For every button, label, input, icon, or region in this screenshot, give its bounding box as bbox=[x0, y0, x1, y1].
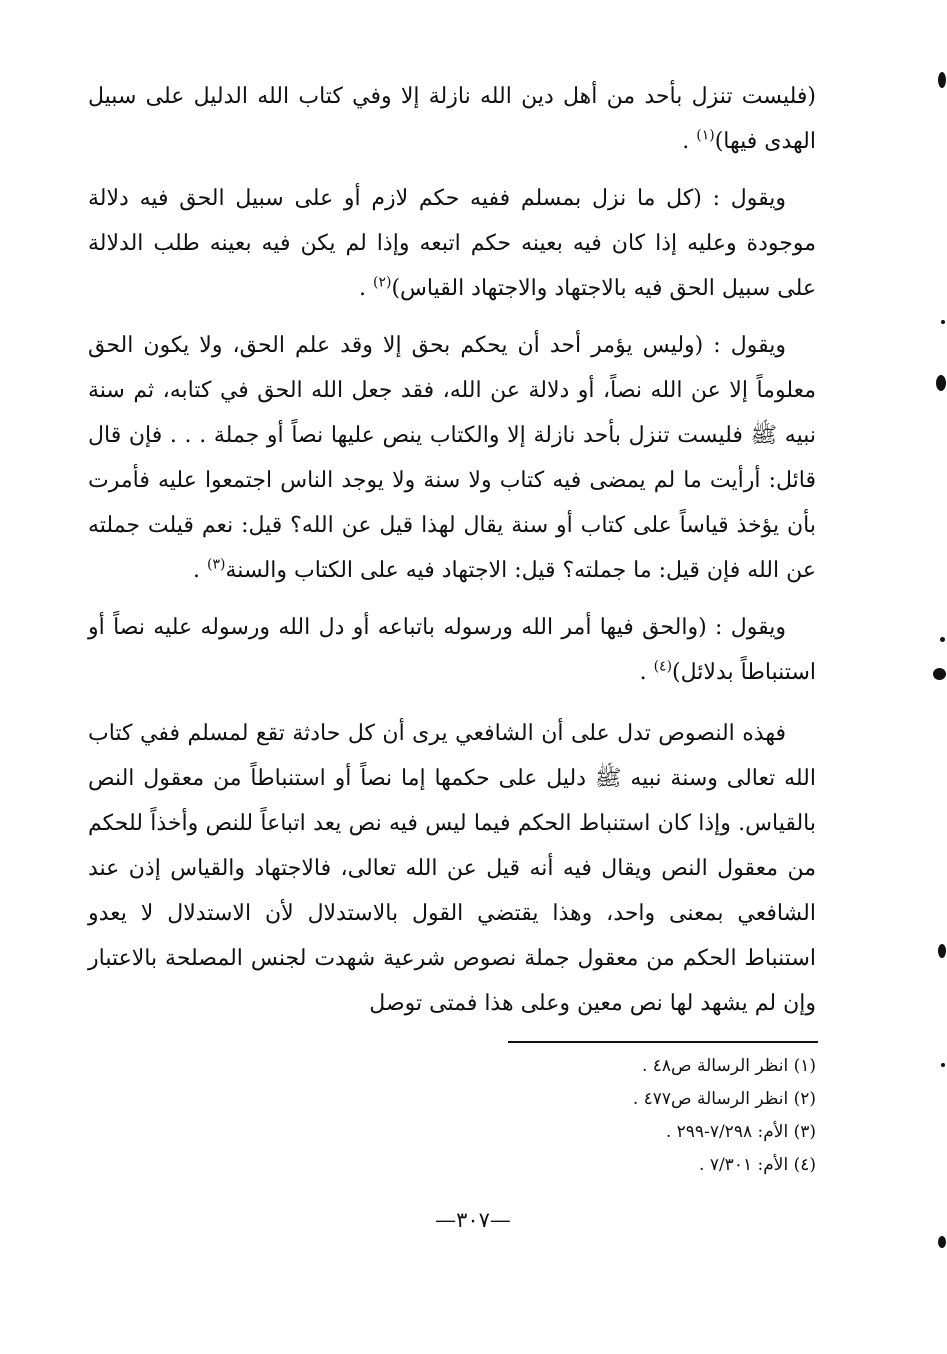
paragraph-3-end: . bbox=[193, 558, 208, 583]
paragraph-2-text: ويقول : (كل ما نزل بمسلم ففيه حكم لازم أو على سبيل الحق فيه دلالة موجودة وعليه إذا كان فيه بعينه حكم اتبعه وإذا لم يكن فيه بعينه طلب الدلالة على سبيل الحق فيه بالاجتهاد والاجتهاد القياس) bbox=[88, 186, 816, 301]
paragraph-4-end: . bbox=[639, 660, 654, 685]
scan-mark bbox=[936, 375, 946, 391]
footnote-ref-1: (١) bbox=[696, 127, 715, 144]
scan-mark bbox=[940, 637, 945, 642]
paragraph-3-text: ويقول : (وليس يؤمر أحد أن يحكم بحق إلا وقد علم الحق، ولا يكون الحق معلوماً إلا عن الله نصاً، أو دلالة عن الله، فقد جعل الله الحق في كتابه، ثم سنة نبيه ﷺ فليست تنزل بأحد نازلة إلا والكتاب ينص عليها نصاً أو جملة . . . فإن قال قائل: أرأيت ما لم يمضى فيه كتاب ولا سنة ولا يوجد الناس اجتمعوا عليه فأمرت بأن يؤخذ قياساً على كتاب أو سنة يقال لهذا قيل عن الله؟ قيل: نعم قيلت جملته عن الله فإن قيل: ما جملته؟ قيل: الاجتهاد فيه على الكتاب والسنة bbox=[88, 333, 816, 583]
footnote-1: (١) انظر الرسالة ص٤٨ . bbox=[641, 1056, 816, 1076]
footnote-ref-3: (٣) bbox=[207, 556, 226, 573]
paragraph-2 bbox=[88, 176, 816, 311]
footnotes bbox=[450, 1050, 816, 1182]
paragraph-1 bbox=[88, 74, 816, 164]
page-number: —٣٠٧— bbox=[435, 1208, 511, 1232]
scan-mark bbox=[938, 72, 946, 88]
paragraph-2-end: . bbox=[359, 276, 373, 301]
scan-mark bbox=[933, 668, 946, 680]
main-text bbox=[88, 74, 816, 1038]
paragraph-5 bbox=[88, 711, 816, 1026]
footnote-separator bbox=[508, 1041, 818, 1043]
paragraph-5-text: فهذه النصوص تدل على أن الشافعي يرى أن كل حادثة تقع لمسلم ففي كتاب الله تعالى وسنة نبيه ﷺ دليل على حكمها إما نصاً أو استنباطاً من معقول النص بالقياس. وإذا كان استنباط الحكم فيما ليس فيه نص يعد اتباعاً للنص وأخذاً للحكم من معقول النص ويقال فيه أنه قيل عن الله تعالى، فالاجتهاد والقياس إذن عند الشافعي بمعنى واحد، وهذا يقتضي القول بالاستدلال لأن الاستدلال لا يعدو استنباط الحكم من معقول جملة نصوص شرعية شهدت لجنس المصلحة بالاعتبار وإن لم يشهد لها نص معين وعلى هذا فمتى توصل bbox=[88, 721, 816, 1016]
scan-mark bbox=[941, 320, 945, 324]
paragraph-4-text: ويقول : (والحق فيها أمر الله ورسوله باتباعه أو دل الله ورسوله عليه نصاً أو استنباطاً بدلائل) bbox=[88, 615, 816, 685]
scan-mark bbox=[941, 1063, 945, 1067]
scan-mark bbox=[938, 1236, 946, 1248]
footnote-3: (٣) الأم: ٧/٢٩٨-٢٩٩ . bbox=[665, 1122, 816, 1142]
paragraph-4 bbox=[88, 605, 816, 695]
footnote-ref-4: (٤) bbox=[653, 658, 673, 675]
footnote-2: (٢) انظر الرسالة ص٤٧٧ . bbox=[632, 1089, 816, 1109]
footnote-4: (٤) الأم: ٧/٣٠١ . bbox=[699, 1155, 816, 1175]
paragraph-3 bbox=[88, 323, 816, 593]
footnote-ref-2: (٢) bbox=[373, 274, 392, 291]
paragraph-1-text: (فليست تنزل بأحد من أهل دين الله نازلة إلا وفي كتاب الله الدليل على سبيل الهدى فيها) bbox=[88, 84, 816, 154]
scan-mark bbox=[938, 944, 946, 958]
paragraph-1-end: . bbox=[682, 129, 697, 154]
